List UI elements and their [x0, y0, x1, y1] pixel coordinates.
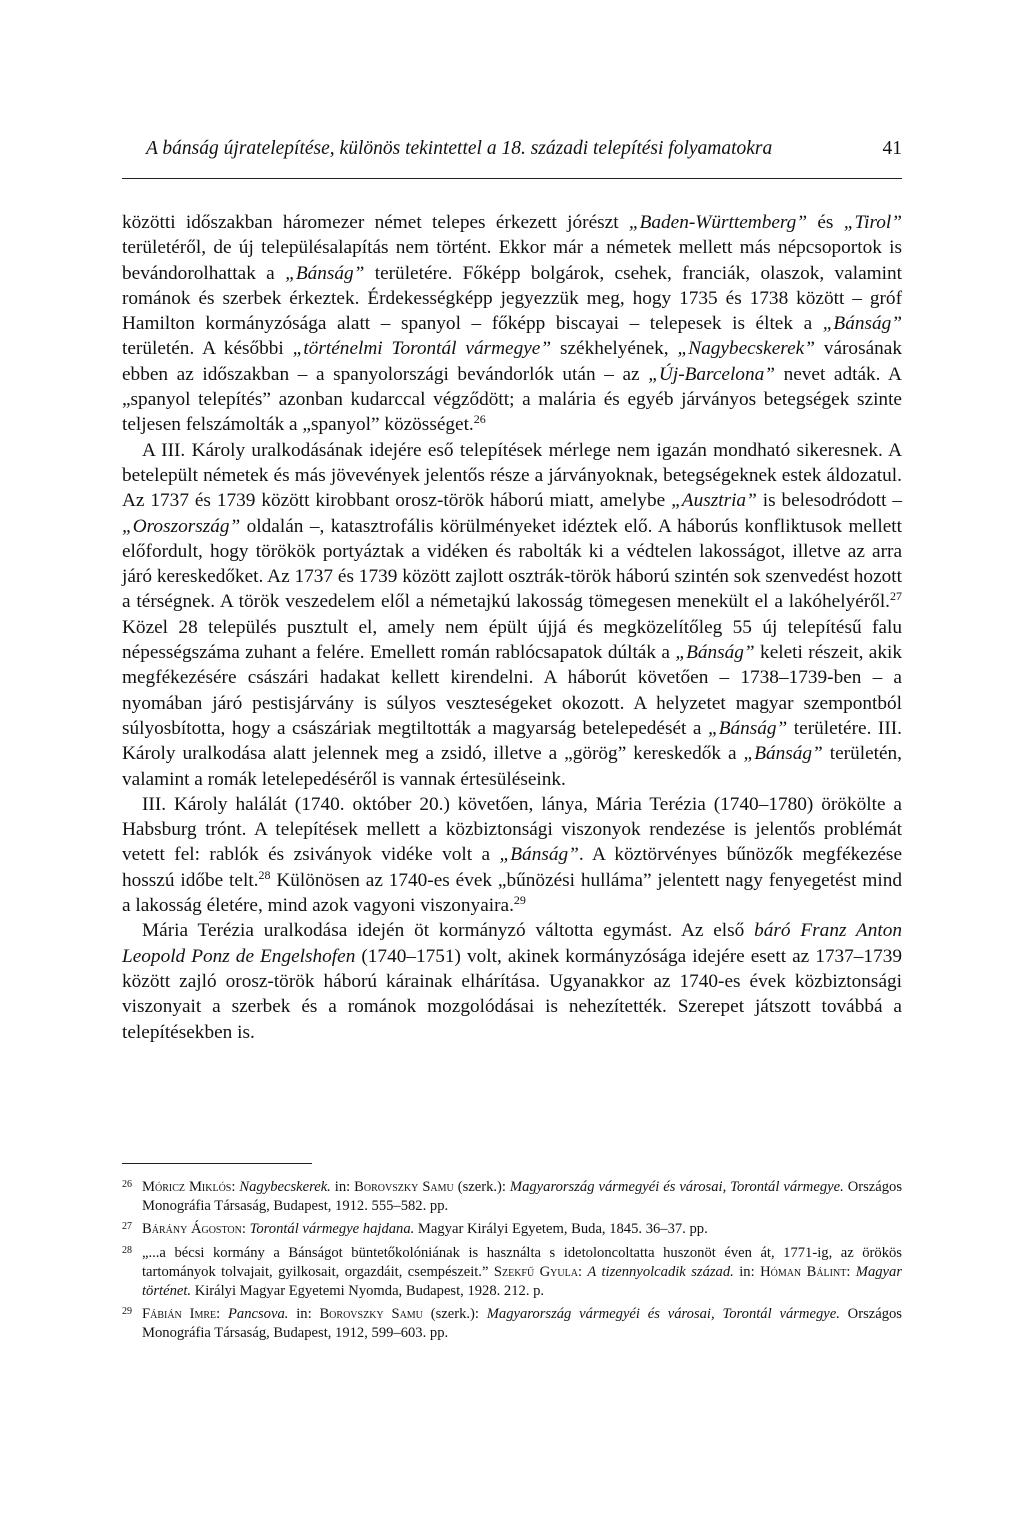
text-run: keleti részeit, akik megfékezésére császári hadakat kellett kirendelni. A háborút követően – 1738–1739-ben – a nyomában járó pestisjárvány is súlyos veszteségeket okozott. A helyzetet magyar szempontból súlyosbította, hogy a császáriak megtiltották a magyarság betelepedését a	[122, 642, 902, 739]
text-run: (1740–1751) volt, akinek kormányzósága idejére esett az 1737–1739 között zajló orosz-török háború kárainak elhárítása. Ugyanakkor az 1740-es évek közbiztonsági viszonyait a szerbek és a románok mozgolódásai is nehezítették. Szerepet játszott továbbá a telepítésekben is.	[122, 945, 902, 1043]
paragraph	[122, 210, 902, 438]
italic-text: Pancsova.	[228, 1306, 289, 1323]
running-title: A bánság újratelepítése, különös tekintettel a 18. századi telepítési folyamatokra	[146, 138, 773, 159]
text-run: in:	[288, 1306, 320, 1323]
text-run: :	[846, 1263, 856, 1280]
text-run: :	[216, 1306, 229, 1323]
text-run: :	[231, 1179, 240, 1195]
text-run: :	[577, 1263, 588, 1280]
footnote-number: 26	[122, 1179, 132, 1190]
text-run: területéről, de új településalapítás nem történt. Ekkor már a németek mellett más népcsoportok is bevándorolhattak a	[122, 237, 902, 284]
italic-text: „Tirol”	[843, 212, 902, 233]
header-rule	[122, 178, 902, 179]
italic-text: A tizennyolcadik század.	[587, 1263, 734, 1280]
text-run: is belesodródott –	[756, 490, 902, 512]
footnote	[122, 1244, 902, 1302]
text-run: :	[241, 1221, 250, 1238]
author-name: Hóman Bálint	[760, 1263, 847, 1280]
text-run: Különösen az 1740-es évek „bűnözési hulláma” jelentett nagy fenyegetést mind a lakosság életére, mind azok vagyoni viszonyaira.	[122, 869, 902, 917]
italic-text: „Nagybecskerek”	[677, 338, 815, 360]
text-run: Közel 28 település pusztult el, amely nem épült újjá és megközelítőleg 55 új telepítésű falu népességszáma zuhant a felére. Emellett román rablócsapatok dúlták a	[122, 616, 902, 664]
text-run: . A köztörvényes bűnözők megfékezése hosszú időbe telt.	[122, 844, 902, 891]
text-run: területére. Főképp bolgárok, csehek, franciák, olaszok, valamint románok és szerbek érkeztek. Érdekességképp jegyezzük meg, hogy 1735 és 1738 között – gróf Hamilton kormányzósága alatt – spanyol – főképp biscayai – telepesek is éltek a	[122, 262, 902, 335]
italic-text: „Bánság”	[675, 642, 755, 664]
footnote	[122, 1305, 902, 1343]
italic-text: „Ausztria”	[671, 490, 757, 512]
paragraph	[122, 792, 902, 918]
italic-text: Torontál vármegye hajdana.	[249, 1221, 415, 1238]
text-run: „...a bécsi kormány a Bánságot büntetőkolóniának is használta s idetoloncoltatta huszonöt éven át, 1771-ig, az örökös tartományok tolvajait, gyilkosait, orgazdáit, csempészeit.”	[142, 1244, 902, 1280]
italic-text: „Baden-Württemberg”	[628, 212, 808, 233]
text-run: oldalán –, katasztrofális körülményeket idéztek elő. A háborús konfliktusok mellett előfordult, hogy törökök portyáztak a vidéken és rabolták ki a védtelen lakosságot, illetve az arra járó kereskedőket. Az 1737 és 1739 között zajlott osztrák-török háború szintén sok szenvedést hozott a térségnek. A török veszedelem elől a németajkú lakosság tömegesen menekült el a lakóhelyéről.	[122, 515, 902, 613]
footnote-ref: 28	[258, 867, 271, 882]
author-name: Bárány Ágoston	[142, 1221, 242, 1238]
text-run: székhelyének,	[551, 338, 678, 360]
italic-text: „Bánság”	[822, 313, 902, 335]
author-name: Borovszky Samu	[354, 1179, 454, 1195]
author-name: Fábián Imre	[142, 1306, 217, 1323]
footnote-separator	[122, 1163, 312, 1164]
text-run: Mária Terézia uralkodása idején öt kormányzó váltotta egymást. Az első	[142, 920, 755, 942]
paragraph	[122, 918, 902, 1044]
text-run: in:	[733, 1263, 761, 1280]
text-run: területén. A későbbi	[122, 338, 293, 360]
footnote	[122, 1178, 902, 1216]
text-run: nevet adták. A „spanyol telepítés” azonban kudarccal végződött; a malária és egyéb járványos betegségek szinte teljesen felszámolták a „spanyol” közösséget.	[122, 363, 902, 436]
italic-text: „Új-Barcelona”	[648, 363, 775, 385]
italic-text: „Bánság”	[499, 844, 579, 866]
page-number: 41	[882, 138, 902, 159]
body-text	[122, 210, 902, 1045]
italic-text: báró Franz Anton Leopold Ponz de Engelshofen	[122, 920, 902, 967]
italic-text: „Bánság”	[285, 262, 365, 284]
author-name: Szekfű Gyula	[493, 1263, 578, 1280]
text-run: Királyi Magyar Egyetemi Nyomda, Budapest, 1928. 212. p.	[191, 1283, 545, 1300]
text-run: III. Károly halálát (1740. október 20.) követően, lánya, Mária Terézia (1740–1780) örökölte a Habsburg trónt. A telepítések mellett a közbiztonsági viszonyok rendezése is jelentős problémát vetett fel: rablók és zsiványok vidéke volt a	[122, 793, 902, 866]
italic-text: „Bánság”	[707, 717, 788, 739]
text-run: Magyar Királyi Egyetem, Buda, 1845. 36–37. pp.	[414, 1221, 708, 1238]
running-header	[122, 132, 902, 192]
footnote-ref: 27	[890, 589, 902, 604]
italic-text: Magyarország vármegyéi és városai, Torontál vármegye.	[509, 1179, 844, 1195]
footnote-number: 29	[122, 1306, 132, 1318]
footnotes	[122, 1178, 902, 1348]
text-run: területére. III. Károly uralkodása alatt jelennek meg a zsidó, illetve a „görög” kereskedők a	[122, 717, 902, 765]
footnote-ref: 29	[513, 893, 526, 908]
text-run: (szerk.):	[453, 1179, 510, 1195]
text-run: Országos Monográfia Társaság, Budapest, 1912. 555–582. pp.	[142, 1179, 903, 1215]
italic-text: Magyarország vármegyéi és városai, Torontál vármegye.	[486, 1306, 840, 1323]
text-run: (szerk.):	[422, 1306, 487, 1323]
text-run: és	[807, 212, 844, 233]
italic-text: „Oroszország”	[122, 515, 241, 537]
text-run: A III. Károly uralkodásának idejére eső telepítések mérlege nem igazán mondható sikeresnek. A betelepült németek és más jövevények jelentős része a járványoknak, betegségeknek estek áldozatul. Az 1737 és 1739 között kirobbant orosz-török háború miatt, amelybe	[122, 439, 902, 512]
text-run: városának ebben az időszakban – a spanyolországi bevándorlók után – az	[122, 338, 902, 385]
italic-text: „Bánság”	[743, 743, 823, 765]
paragraph	[122, 438, 902, 792]
italic-text: Magyar történet.	[142, 1263, 903, 1300]
author-name: Borovszky Samu	[319, 1306, 423, 1323]
text-run: területén, valamint a romák letelepedéséről is vannak értesüléseink.	[122, 743, 903, 790]
italic-text: „történelmi Torontál vármegye”	[292, 338, 552, 360]
author-name: Móricz Miklós	[142, 1179, 232, 1195]
footnote-number: 27	[122, 1221, 132, 1233]
text-run: Országos Monográfia Társaság, Budapest, 1912, 599–603. pp.	[142, 1306, 902, 1342]
text-run: in:	[330, 1179, 355, 1195]
footnote	[122, 1220, 902, 1239]
footnote-number: 28	[122, 1244, 132, 1256]
footnote-ref: 26	[473, 412, 486, 427]
italic-text: Nagybecskerek.	[239, 1179, 331, 1195]
text-run: közötti időszakban háromezer német telepes érkezett jórészt	[122, 212, 629, 233]
